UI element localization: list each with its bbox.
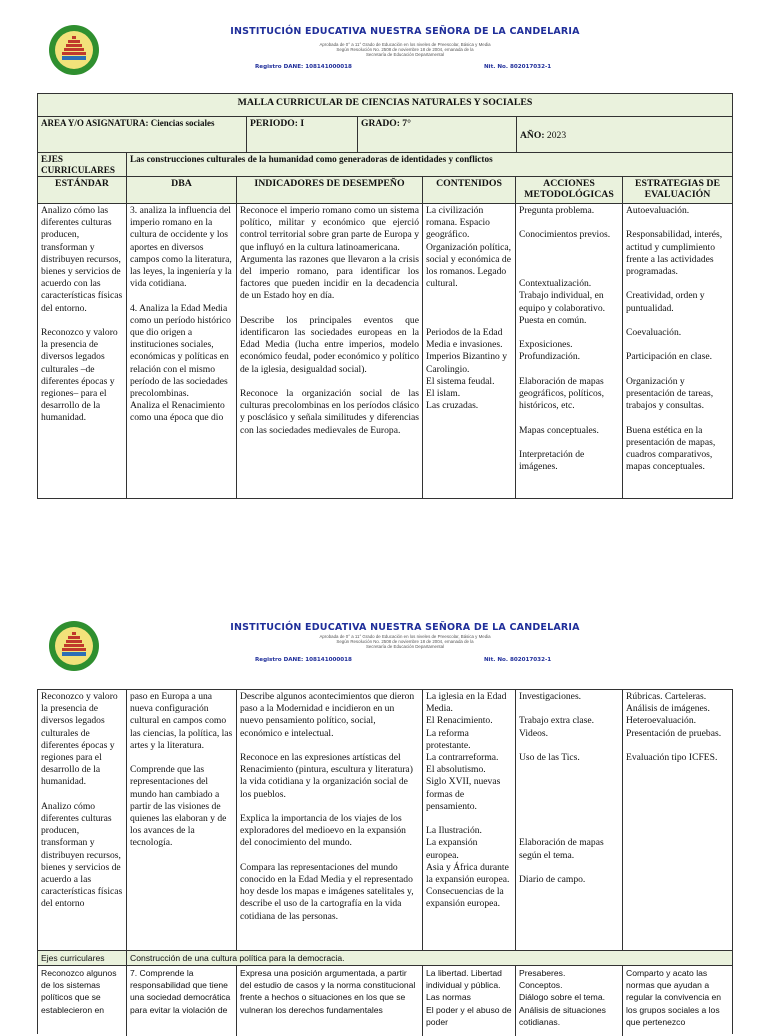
dane-registry: Registro DANE: 108141000018 [255,64,352,70]
col-dba: DBA [127,177,237,204]
curriculum-table-page-1 [37,93,733,499]
col-indicadores: INDICADORES DE DESEMPEÑO [237,177,423,204]
nit-number: Nit. No. 802017032-1 [484,64,552,70]
dba-cell: paso en Europa a una nueva configuración cultural en campos como las ciencias, la política, las artes y la literatura. Comprende que las representaciones del mundo han cambiado a partir de las visiones de quienes las elaboran y de los avances de la tecnología. [127,690,237,951]
contenidos-cell: La civilización romana. Espacio geográfico. Organización política, social y económica de los romanos. Legado cultural. Periodos de la Edad Media e invasiones. Imperios Bizantino y Carolingio. El sistema feudal. El islam. Las cruzadas. [423,204,516,498]
estandar-cell: Reconozco y valoro la presencia de diversos legados culturales de diferentes épocas y regiones para el desarrollo de la humanidad. Analizo cómo diferentes culturas producen, transforman y distribuyen recursos, bienes y servicios de acuerdo a las características físicas del entorno [38,690,127,951]
page-header [0,24,768,92]
ejes-value: Construcción de una cultura política para la democracia. [127,951,732,966]
contenidos-cell: La iglesia en la Edad Media. El Renacimiento. La reforma protestante. La contrarreforma. El absolutismo. Siglo XVII, nuevas formas de pensamiento. La Ilustración. La expansión europea. Asia y África durante la expansión europea. Consecuencias de la expansión europea. [423,690,516,951]
r2-estrategias-cell: Comparto y acato las normas que ayudan a regular la convivencia en los grupos sociales a los que pertenezco [623,966,732,1036]
institution-name: INSTITUCIÓN EDUCATIVA NUESTRA SEÑORA DE LA CANDELARIA [230,26,580,37]
r2-dba-cell: 7. Comprende la responsabilidad que tiene una sociedad democrática para evitar la violación de [127,966,237,1036]
approval-line-3: Secretaría de Educación Departamental [365,52,445,57]
approval-line-2: Según Resolución No. 2508 de noviembre 18 de 2004, emanada de la [336,639,474,644]
acciones-cell: Investigaciones. Trabajo extra clase. Videos. Uso de las Tics. Elaboración de mapas según el tema. Diario de campo. [516,690,623,951]
school-seal-icon [48,620,100,672]
dane-registry: Registro DANE: 108141000018 [255,657,352,663]
ejes-label: EJES CURRICULARES [38,153,127,177]
r2-acciones-cell: Presaberes. Conceptos. Diálogo sobre el tema. Análisis de situaciones cotidianas. [516,966,623,1036]
ejes-label: Ejes curriculares [38,951,127,966]
estrategias-cell: Autoevaluación. Responsabilidad, interés, actitud y cumplimiento frente a las actividades programadas. Creatividad, orden y puntualidad. Coevaluación. Participación en clase. Organización y presentación de tareas, trabajos y consultas. Buena estética en la presentación de mapas, cuadros comparativos, mapas conceptuales. [623,204,732,498]
r2-indicadores-cell: Expresa una posición argumentada, a partir del estudio de casos y la norma constitucional frente a hechos o situaciones en los que se vulneran los derechos fundamentales [237,966,423,1036]
school-seal-icon [48,24,100,76]
anio-value: 2023 [546,130,567,142]
r2-estandar-cell: Reconozco algunos de los sistemas políticos que se establecieron en [38,966,127,1036]
indicadores-cell: Describe algunos acontecimientos que dieron paso a la Modernidad e incidieron en un nuevo pensamiento político, social, económico e intelectual. Reconoce en las expresiones artísticas del Renacimiento (pintura, escultura y literatura) la vida cotidiana y la organización social de los pueblos. Explica la importancia de los viajes de los exploradores del medioevo en la expansión del conocimiento del mundo. Compara las representaciones del mundo conocido en la Edad Media y el representado hoy desde los mapas e imágenes satelitales y, describe el uso de la cartografía en la vida cotidiana de las personas. [237,690,423,951]
nit-number: Nit. No. 802017032-1 [484,657,552,663]
area-cell: AREA Y/O ASIGNATURA: Ciencias sociales [38,117,247,153]
estrategias-cell: Rúbricas. Carteleras. Análisis de imágenes. Heteroevaluación. Presentación de pruebas. Evaluación tipo ICFES. [623,690,732,951]
institution-name: INSTITUCIÓN EDUCATIVA NUESTRA SEÑORA DE LA CANDELARIA [230,622,580,633]
anio-cell [517,117,732,153]
col-contenidos: CONTENIDOS [423,177,516,204]
approval-line-1: Aprobada de 0° a 11° Grado de Educación en los niveles de Preescolar, Básica y Media [319,42,491,47]
page-header-2 [0,620,768,688]
acciones-cell: Pregunta problema. Conocimientos previos. Contextualización. Trabajo individual, en equipo y colaborativo. Puesta en común. Exposiciones. Profundización. Elaboración de mapas geográficos, políticos, históricos, etc. Mapas conceptuales. Interpretación de imágenes. [516,204,623,498]
r2-contenidos-cell: La libertad. Libertad individual y pública. Las normas El poder y el abuso de poder [423,966,516,1036]
indicadores-cell: Reconoce el imperio romano como un sistema político, militar y económico que ejerció control territorial sobre gran parte de Europa y que influyó en la cultura latinoamericana. Argumenta las razones que llevaron a la crisis del imperio romano, para identificar los factores que pueden incidir en la decadencia de un Estado hoy en día. Describe los principales eventos que identificaron las sociedades europeas en la Edad Media (lucha entre imperios, modelo económico feudal, poder económico y político de la iglesia, desigualdad social). Reconoce la organización social de las culturas precolombinas en los períodos clásico y posclásico y señala similitudes y diferencias con las sociedades medievales de Europa. [237,204,423,498]
approval-line-1: Aprobada de 0° a 11° Grado de Educación en los niveles de Preescolar, Básica y Media [319,634,491,639]
dba-cell: 3. analiza la influencia del imperio romano en la cultura de occidente y los aportes en diversos campos como la literatura, las leyes, la ingeniería y la vida cotidiana. 4. Analiza la Edad Media como un período histórico que dio origen a instituciones sociales, económicas y políticas en relación con el mismo período de las sociedades precolombinas. Analiza el Renacimiento como una época que dio [127,204,237,498]
anio-label: AÑO: [520,130,545,142]
approval-line-3: Secretaría de Educación Departamental [365,644,445,649]
periodo-cell: PERIODO: I [247,117,358,153]
table-title: MALLA CURRICULAR DE CIENCIAS NATURALES Y SOCIALES [38,94,732,117]
grado-cell: GRADO: 7° [358,117,517,153]
col-acciones: ACCIONES METODOLÓGICAS [516,177,623,204]
col-estandar: ESTÁNDAR [38,177,127,204]
curriculum-table-page-2 [37,689,733,1034]
estandar-cell: Analizo cómo las diferentes culturas producen, transforman y distribuyen recursos, bienes y servicios de acuerdo con las características físicas del entorno. Reconozco y valoro la presencia de diversos legados culturales –de diferentes épocas y regiones– para el desarrollo de la humanidad. [38,204,127,498]
col-estrategias: ESTRATEGIAS DE EVALUACIÓN [623,177,732,204]
ejes-value: Las construcciones culturales de la humanidad como generadoras de identidades y conflictos [127,153,732,177]
approval-line-2: Según Resolución No. 2508 de noviembre 18 de 2004, emanada de la [336,47,474,52]
